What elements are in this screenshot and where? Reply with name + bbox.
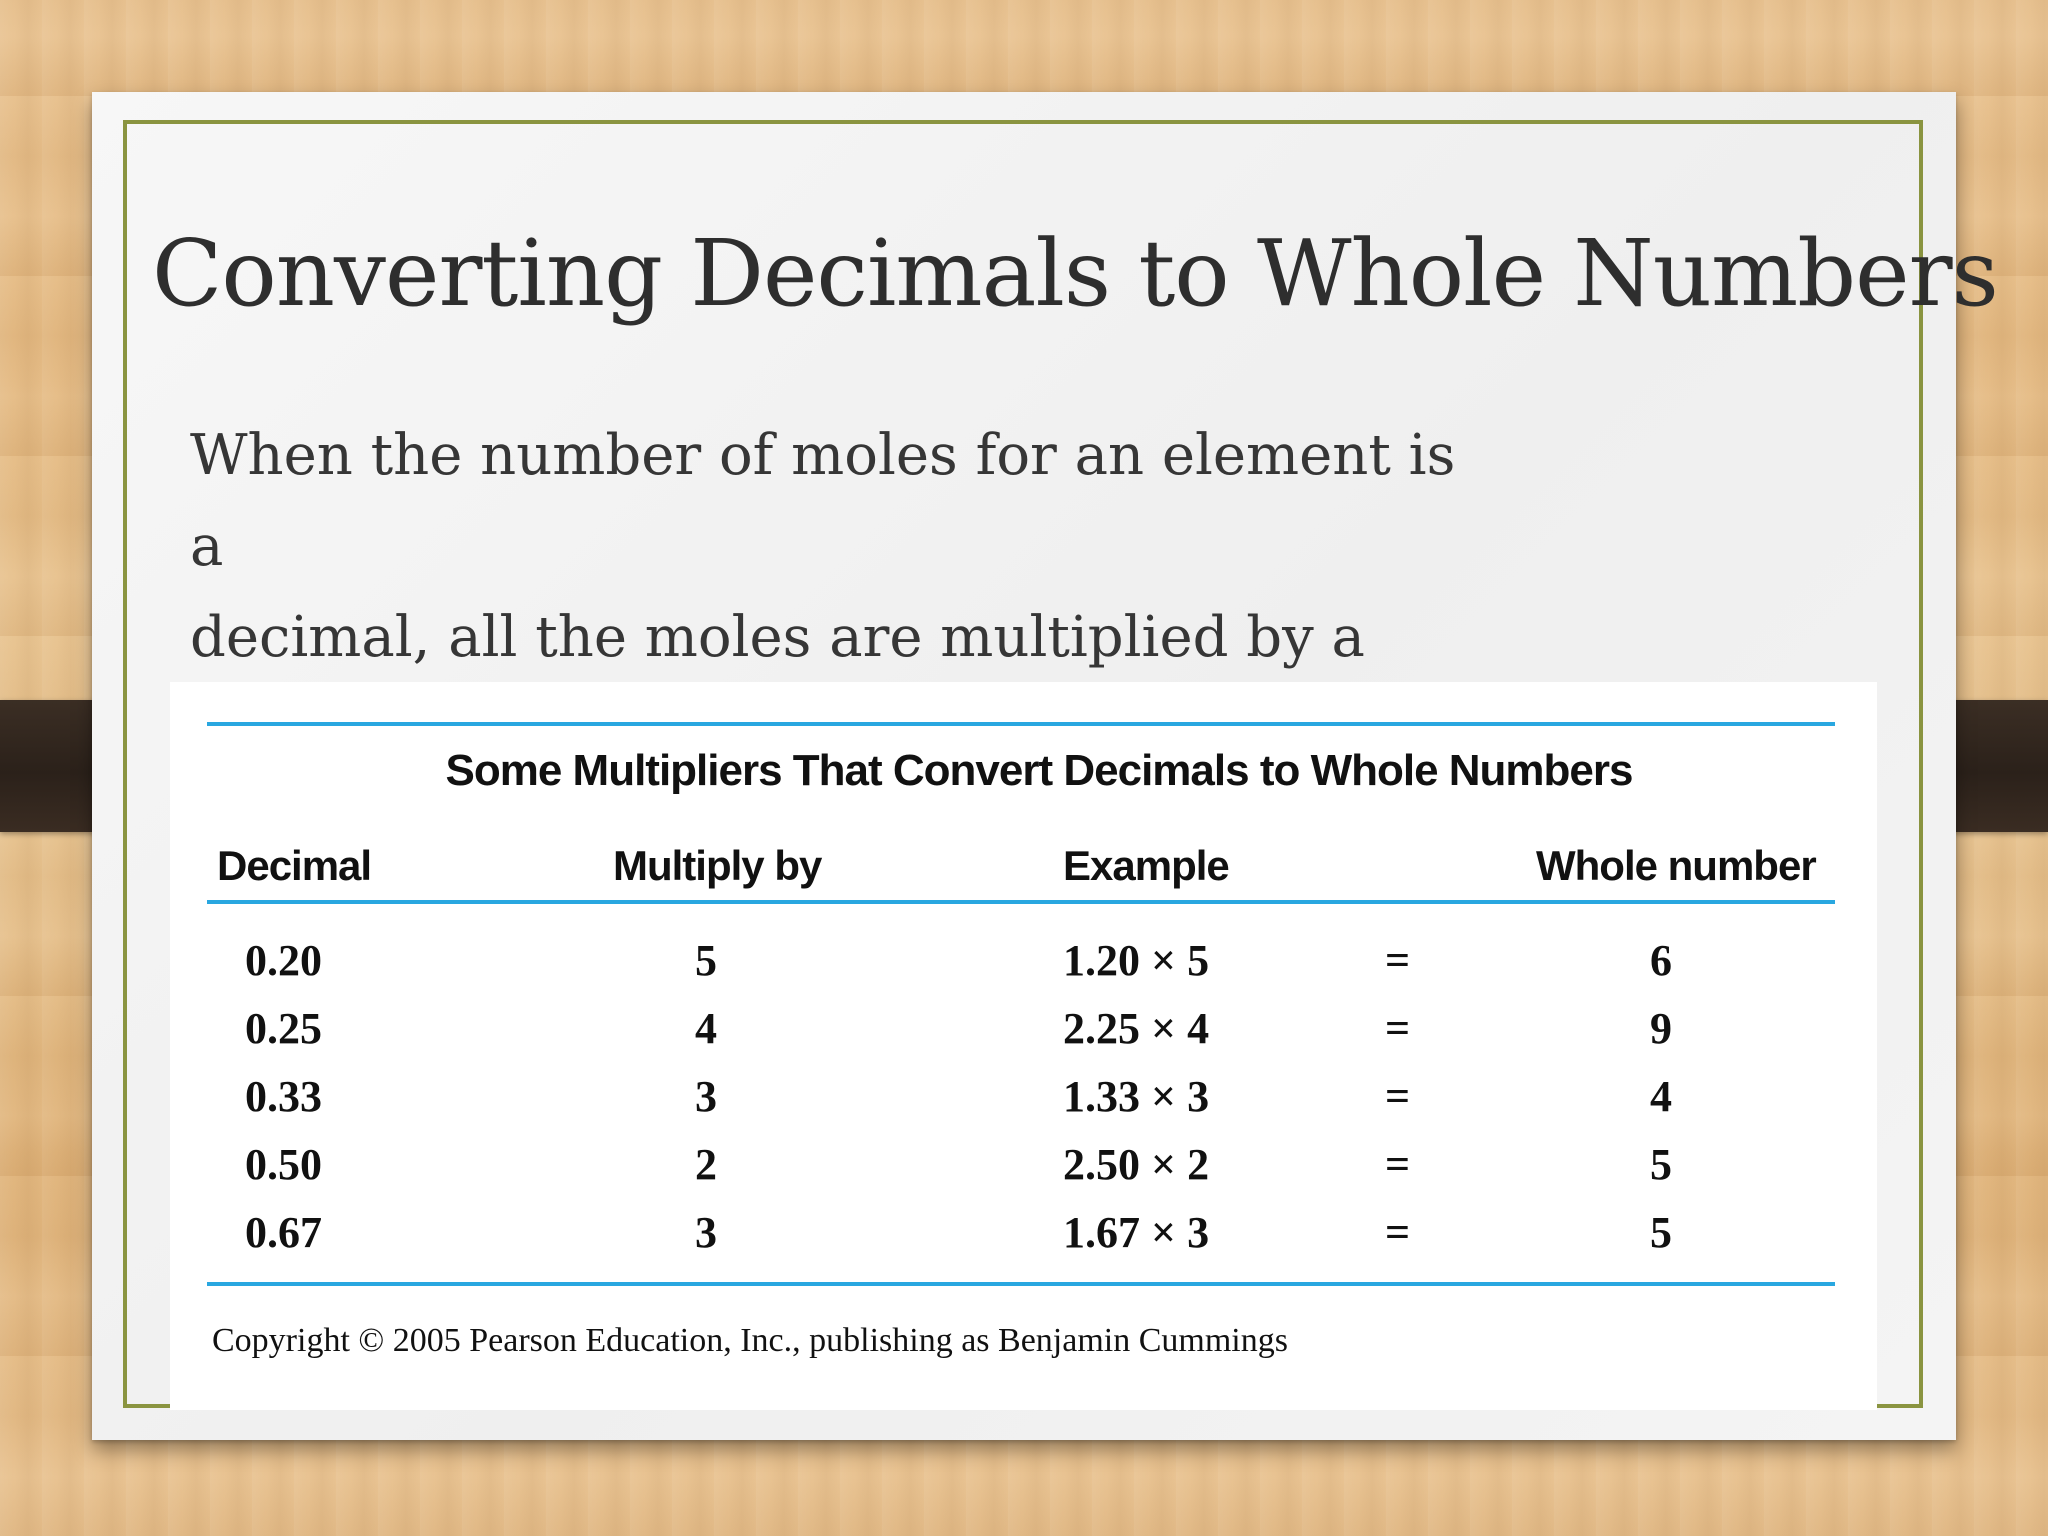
table-row: [170, 1207, 1877, 1267]
cell-decimal: 0.20: [245, 936, 322, 985]
cell-example: 1.20 × 5: [1063, 936, 1210, 985]
cell-equals: =: [1385, 1140, 1411, 1189]
body-line: decimal, all the moles are multiplied by a: [190, 605, 1365, 670]
table-row: [170, 1071, 1877, 1131]
cell-multiply-by: 5: [695, 936, 717, 985]
cell-equals: =: [1385, 1072, 1411, 1121]
cell-whole-number: 9: [1650, 1004, 1672, 1053]
cell-equals: =: [1385, 1208, 1411, 1257]
copyright-notice: Copyright © 2005 Pearson Education, Inc., publishing as Benjamin Cummings: [212, 1322, 1288, 1359]
top-rule: [207, 722, 1835, 726]
table-row: [170, 935, 1877, 995]
bottom-rule: [207, 1282, 1835, 1286]
cell-whole-number: 6: [1650, 936, 1672, 985]
header-decimal: Decimal: [217, 842, 372, 889]
table-row: [170, 1003, 1877, 1063]
cell-decimal: 0.33: [245, 1072, 322, 1121]
header-example: Example: [1063, 842, 1229, 889]
header-multiply-by: Multiply by: [613, 842, 822, 889]
cell-multiply-by: 4: [695, 1004, 717, 1053]
cell-multiply-by: 2: [695, 1140, 717, 1189]
cell-decimal: 0.67: [245, 1208, 322, 1257]
header-rule: [207, 900, 1835, 904]
header-whole-number: Whole number: [1536, 842, 1816, 889]
slide-title: Converting Decimals to Whole Numbers: [152, 220, 1998, 327]
body-line: When the number of moles for an element is a: [190, 423, 1456, 579]
cell-example: 1.33 × 3: [1063, 1072, 1210, 1121]
cell-whole-number: 5: [1650, 1140, 1672, 1189]
cell-example: 2.50 × 2: [1063, 1140, 1210, 1189]
cell-multiply-by: 3: [695, 1208, 717, 1257]
cell-decimal: 0.25: [245, 1004, 322, 1053]
cell-whole-number: 5: [1650, 1208, 1672, 1257]
cell-equals: =: [1385, 936, 1411, 985]
table-row: [170, 1139, 1877, 1199]
cell-multiply-by: 3: [695, 1072, 717, 1121]
cell-example: 2.25 × 4: [1063, 1004, 1210, 1053]
cell-decimal: 0.50: [245, 1140, 322, 1189]
cell-equals: =: [1385, 1004, 1411, 1053]
table-title: Some Multipliers That Convert Decimals to Whole Numbers: [445, 746, 1633, 795]
cell-whole-number: 4: [1650, 1072, 1672, 1121]
multiplier-table-figure: [170, 682, 1877, 1410]
cell-example: 1.67 × 3: [1063, 1208, 1210, 1257]
